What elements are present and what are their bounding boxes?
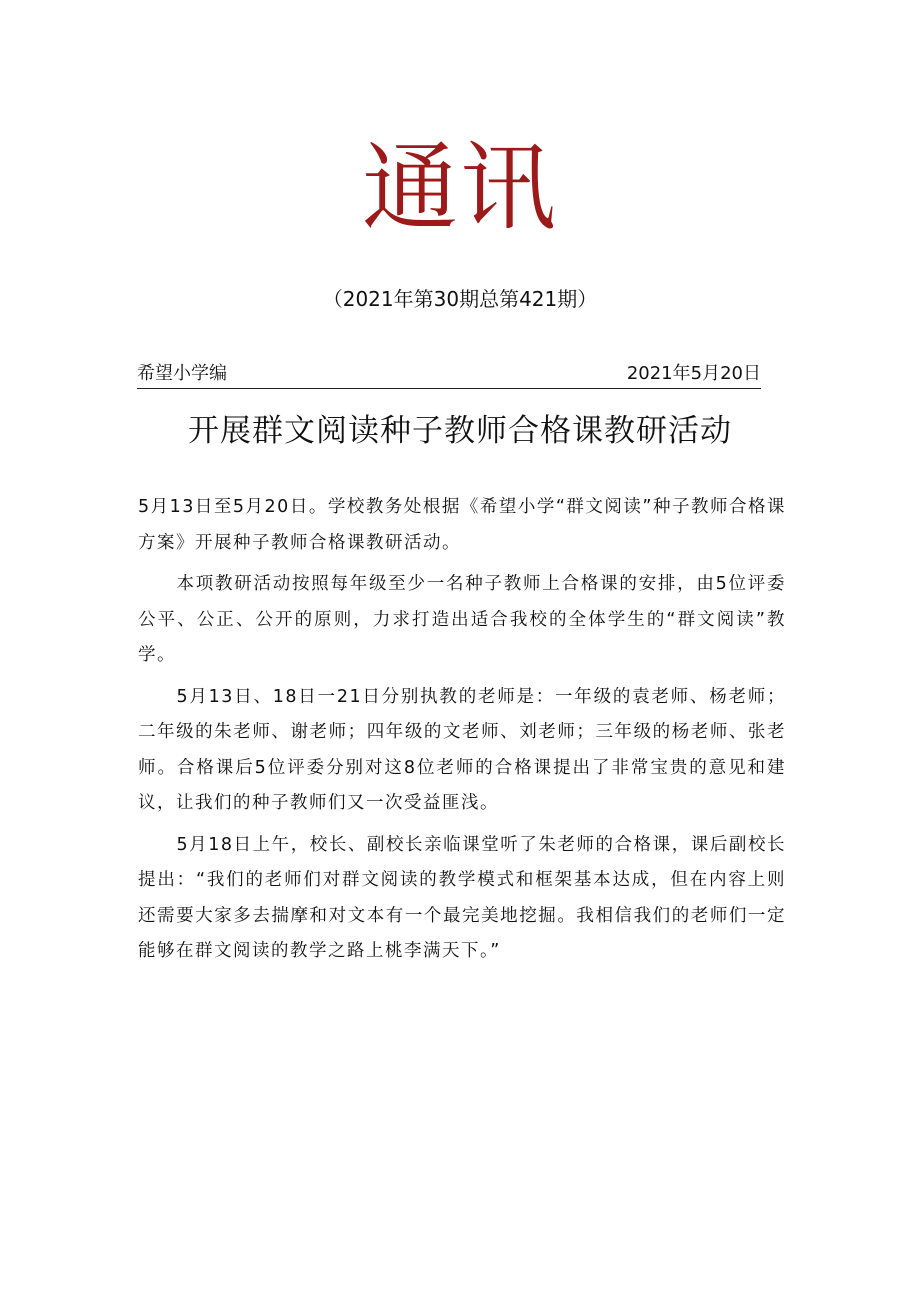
article-paragraph: 5月18日上午，校长、副校长亲临课堂听了朱老师的合格课，课后副校长提出：“我们的老师们对群文阅读的教学模式和框架基本达成，但在内容上则还需要大家多去揣摩和对文本有一个最完美地挖掘。我相信我们的老师们一定能够在群文阅读的教学之路上桃李满天下。” xyxy=(138,834,786,961)
byline xyxy=(137,360,761,389)
masthead-title: 通讯 xyxy=(362,132,558,244)
article-paragraph: 5月13日、18日一21日分别执教的老师是：一年级的袁老师、杨老师；二年级的朱老师、谢老师；四年级的文老师、刘老师；三年级的杨老师、张老师。合格课后5位评委分别对这8位老师的合格课提出了非常宝贵的意见和建议，让我们的种子教师们又一次受益匪浅。 xyxy=(138,686,786,813)
publisher: 希望小学编 xyxy=(137,363,227,384)
article-paragraph: 本项教研活动按照每年级至少一名种子教师上合格课的安排，由5位评委公平、公正、公开的原则，力求打造出适合我校的全体学生的“群文阅读”教学。 xyxy=(138,574,786,665)
publication-date: 2021年5月20日 xyxy=(626,363,761,384)
issue-number: （2021年第30期总第421期） xyxy=(322,287,598,311)
article-body xyxy=(138,490,786,976)
article-paragraph: 5月13日至5月20日。学校教务处根据《希望小学“群文阅读”种子教师合格课方案》开展种子教师合格课教研活动。 xyxy=(138,497,786,553)
article-title: 开展群文阅读种子教师合格课教研活动 xyxy=(188,413,732,449)
